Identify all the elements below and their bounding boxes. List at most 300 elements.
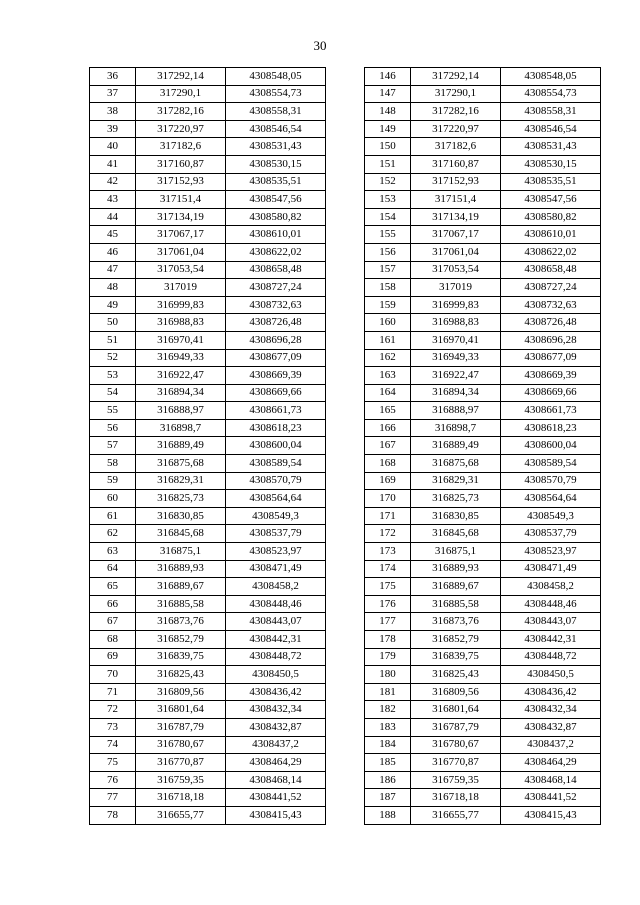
y-coordinate-cell: 4308436,42 <box>226 683 326 701</box>
point-number-cell: 167 <box>365 437 411 455</box>
point-number-cell: 43 <box>90 191 136 209</box>
table-row <box>90 402 326 420</box>
point-number-cell: 57 <box>90 437 136 455</box>
table-row <box>90 701 326 719</box>
table-row <box>90 138 326 156</box>
x-coordinate-cell: 316888,97 <box>136 402 226 420</box>
x-coordinate-cell: 317160,87 <box>411 155 501 173</box>
point-number-cell: 54 <box>90 384 136 402</box>
point-number-cell: 152 <box>365 173 411 191</box>
x-coordinate-cell: 316949,33 <box>411 349 501 367</box>
y-coordinate-cell: 4308600,04 <box>226 437 326 455</box>
point-number-cell: 51 <box>90 331 136 349</box>
x-coordinate-cell: 316885,58 <box>411 595 501 613</box>
table-row <box>365 349 601 367</box>
point-number-cell: 49 <box>90 296 136 314</box>
y-coordinate-cell: 4308523,97 <box>226 543 326 561</box>
table-row <box>365 613 601 631</box>
point-number-cell: 42 <box>90 173 136 191</box>
y-coordinate-cell: 4308677,09 <box>501 349 601 367</box>
x-coordinate-cell: 316829,31 <box>136 472 226 490</box>
y-coordinate-cell: 4308531,43 <box>501 138 601 156</box>
table-row <box>365 103 601 121</box>
point-number-cell: 60 <box>90 490 136 508</box>
point-number-cell: 78 <box>90 806 136 824</box>
y-coordinate-cell: 4308432,87 <box>501 718 601 736</box>
x-coordinate-cell: 316889,93 <box>411 560 501 578</box>
x-coordinate-cell: 317292,14 <box>136 68 226 86</box>
y-coordinate-cell: 4308658,48 <box>226 261 326 279</box>
y-coordinate-cell: 4308580,82 <box>226 208 326 226</box>
x-coordinate-cell: 316655,77 <box>136 806 226 824</box>
table-row <box>90 613 326 631</box>
point-number-cell: 177 <box>365 613 411 631</box>
y-coordinate-cell: 4308554,73 <box>226 85 326 103</box>
y-coordinate-cell: 4308570,79 <box>501 472 601 490</box>
point-number-cell: 69 <box>90 648 136 666</box>
table-row <box>90 261 326 279</box>
point-number-cell: 184 <box>365 736 411 754</box>
x-coordinate-cell: 317220,97 <box>411 120 501 138</box>
y-coordinate-cell: 4308415,43 <box>226 806 326 824</box>
x-coordinate-cell: 317134,19 <box>136 208 226 226</box>
x-coordinate-cell: 317282,16 <box>411 103 501 121</box>
table-row <box>365 578 601 596</box>
y-coordinate-cell: 4308610,01 <box>226 226 326 244</box>
page-number: 30 <box>313 38 327 53</box>
y-coordinate-cell: 4308530,15 <box>226 155 326 173</box>
point-number-cell: 37 <box>90 85 136 103</box>
x-coordinate-cell: 316988,83 <box>136 314 226 332</box>
x-coordinate-cell: 317061,04 <box>411 243 501 261</box>
y-coordinate-cell: 4308471,49 <box>501 560 601 578</box>
table-row <box>365 314 601 332</box>
y-coordinate-cell: 4308696,28 <box>226 331 326 349</box>
x-coordinate-cell: 316770,87 <box>136 754 226 772</box>
table-row <box>365 155 601 173</box>
y-coordinate-cell: 4308727,24 <box>501 279 601 297</box>
point-number-cell: 154 <box>365 208 411 226</box>
y-coordinate-cell: 4308618,23 <box>501 419 601 437</box>
y-coordinate-cell: 4308564,64 <box>501 490 601 508</box>
x-coordinate-cell: 316809,56 <box>136 683 226 701</box>
table-row <box>365 419 601 437</box>
point-number-cell: 173 <box>365 543 411 561</box>
table-row <box>365 701 601 719</box>
table-row <box>90 85 326 103</box>
y-coordinate-cell: 4308669,39 <box>501 367 601 385</box>
table-row <box>365 648 601 666</box>
y-coordinate-cell: 4308547,56 <box>501 191 601 209</box>
point-number-cell: 74 <box>90 736 136 754</box>
point-number-cell: 176 <box>365 595 411 613</box>
y-coordinate-cell: 4308558,31 <box>501 103 601 121</box>
y-coordinate-cell: 4308547,56 <box>226 191 326 209</box>
table-row <box>365 279 601 297</box>
x-coordinate-cell: 317061,04 <box>136 243 226 261</box>
table-row <box>90 578 326 596</box>
x-coordinate-cell: 316825,43 <box>136 666 226 684</box>
point-number-cell: 168 <box>365 455 411 473</box>
y-coordinate-cell: 4308564,64 <box>226 490 326 508</box>
x-coordinate-cell: 316999,83 <box>136 296 226 314</box>
x-coordinate-cell: 316787,79 <box>136 718 226 736</box>
x-coordinate-cell: 316780,67 <box>136 736 226 754</box>
table-row <box>365 718 601 736</box>
y-coordinate-cell: 4308443,07 <box>501 613 601 631</box>
point-number-cell: 151 <box>365 155 411 173</box>
table-row <box>365 789 601 807</box>
x-coordinate-cell: 316888,97 <box>411 402 501 420</box>
y-coordinate-cell: 4308677,09 <box>226 349 326 367</box>
point-number-cell: 156 <box>365 243 411 261</box>
table-row <box>365 507 601 525</box>
y-coordinate-cell: 4308661,73 <box>501 402 601 420</box>
point-number-cell: 58 <box>90 455 136 473</box>
y-coordinate-cell: 4308726,48 <box>501 314 601 332</box>
point-number-cell: 71 <box>90 683 136 701</box>
table-row <box>365 243 601 261</box>
table-row <box>365 543 601 561</box>
table-row <box>365 208 601 226</box>
y-coordinate-cell: 4308437,2 <box>501 736 601 754</box>
point-number-cell: 39 <box>90 120 136 138</box>
y-coordinate-cell: 4308458,2 <box>501 578 601 596</box>
x-coordinate-cell: 316875,1 <box>411 543 501 561</box>
y-coordinate-cell: 4308589,54 <box>501 455 601 473</box>
point-number-cell: 64 <box>90 560 136 578</box>
y-coordinate-cell: 4308537,79 <box>501 525 601 543</box>
x-coordinate-cell: 316875,68 <box>411 455 501 473</box>
x-coordinate-cell: 316839,75 <box>411 648 501 666</box>
x-coordinate-cell: 317134,19 <box>411 208 501 226</box>
point-number-cell: 149 <box>365 120 411 138</box>
x-coordinate-cell: 317220,97 <box>136 120 226 138</box>
x-coordinate-cell: 316949,33 <box>136 349 226 367</box>
x-coordinate-cell: 316845,68 <box>136 525 226 543</box>
y-coordinate-cell: 4308549,3 <box>226 507 326 525</box>
y-coordinate-cell: 4308548,05 <box>501 68 601 86</box>
point-number-cell: 45 <box>90 226 136 244</box>
point-number-cell: 179 <box>365 648 411 666</box>
table-row <box>365 683 601 701</box>
y-coordinate-cell: 4308549,3 <box>501 507 601 525</box>
x-coordinate-cell: 317282,16 <box>136 103 226 121</box>
point-number-cell: 170 <box>365 490 411 508</box>
x-coordinate-cell: 316718,18 <box>411 789 501 807</box>
y-coordinate-cell: 4308441,52 <box>226 789 326 807</box>
y-coordinate-cell: 4308537,79 <box>226 525 326 543</box>
point-number-cell: 46 <box>90 243 136 261</box>
y-coordinate-cell: 4308622,02 <box>226 243 326 261</box>
table-row <box>90 754 326 772</box>
y-coordinate-cell: 4308523,97 <box>501 543 601 561</box>
table-row <box>365 191 601 209</box>
table-row <box>90 191 326 209</box>
y-coordinate-cell: 4308669,39 <box>226 367 326 385</box>
x-coordinate-cell: 317019 <box>411 279 501 297</box>
y-coordinate-cell: 4308535,51 <box>226 173 326 191</box>
point-number-cell: 73 <box>90 718 136 736</box>
x-coordinate-cell: 316988,83 <box>411 314 501 332</box>
x-coordinate-cell: 316852,79 <box>136 631 226 649</box>
point-number-cell: 75 <box>90 754 136 772</box>
x-coordinate-cell: 316894,34 <box>411 384 501 402</box>
point-number-cell: 146 <box>365 68 411 86</box>
y-coordinate-cell: 4308442,31 <box>501 631 601 649</box>
table-row <box>365 367 601 385</box>
table-row <box>90 208 326 226</box>
table-row <box>90 314 326 332</box>
x-coordinate-cell: 316875,68 <box>136 455 226 473</box>
point-number-cell: 171 <box>365 507 411 525</box>
table-row <box>90 507 326 525</box>
x-coordinate-cell: 316780,67 <box>411 736 501 754</box>
table-row <box>365 331 601 349</box>
x-coordinate-cell: 316809,56 <box>411 683 501 701</box>
point-number-cell: 72 <box>90 701 136 719</box>
table-row <box>365 402 601 420</box>
table-row <box>365 455 601 473</box>
point-number-cell: 174 <box>365 560 411 578</box>
x-coordinate-cell: 316889,49 <box>136 437 226 455</box>
x-coordinate-cell: 317160,87 <box>136 155 226 173</box>
table-row <box>90 155 326 173</box>
x-coordinate-cell: 316873,76 <box>411 613 501 631</box>
x-coordinate-cell: 317290,1 <box>411 85 501 103</box>
table-row <box>90 560 326 578</box>
table-row <box>365 806 601 824</box>
y-coordinate-cell: 4308448,46 <box>501 595 601 613</box>
x-coordinate-cell: 316718,18 <box>136 789 226 807</box>
point-number-cell: 160 <box>365 314 411 332</box>
point-number-cell: 178 <box>365 631 411 649</box>
table-row <box>90 718 326 736</box>
y-coordinate-cell: 4308458,2 <box>226 578 326 596</box>
table-row <box>90 472 326 490</box>
y-coordinate-cell: 4308443,07 <box>226 613 326 631</box>
y-coordinate-cell: 4308661,73 <box>226 402 326 420</box>
table-row <box>365 754 601 772</box>
x-coordinate-cell: 317067,17 <box>411 226 501 244</box>
x-coordinate-cell: 317292,14 <box>411 68 501 86</box>
point-number-cell: 48 <box>90 279 136 297</box>
table-row <box>90 525 326 543</box>
table-row <box>90 736 326 754</box>
point-number-cell: 77 <box>90 789 136 807</box>
y-coordinate-cell: 4308436,42 <box>501 683 601 701</box>
table-row <box>90 279 326 297</box>
x-coordinate-cell: 316830,85 <box>136 507 226 525</box>
table-row <box>90 367 326 385</box>
x-coordinate-cell: 316922,47 <box>136 367 226 385</box>
table-row <box>90 419 326 437</box>
point-number-cell: 155 <box>365 226 411 244</box>
table-row <box>365 490 601 508</box>
table-row <box>365 226 601 244</box>
point-number-cell: 59 <box>90 472 136 490</box>
point-number-cell: 163 <box>365 367 411 385</box>
table-row <box>365 437 601 455</box>
table-row <box>90 648 326 666</box>
point-number-cell: 52 <box>90 349 136 367</box>
x-coordinate-cell: 316825,43 <box>411 666 501 684</box>
y-coordinate-cell: 4308610,01 <box>501 226 601 244</box>
y-coordinate-cell: 4308441,52 <box>501 789 601 807</box>
table-row <box>90 437 326 455</box>
y-coordinate-cell: 4308448,72 <box>226 648 326 666</box>
table-row <box>365 525 601 543</box>
table-row <box>90 173 326 191</box>
table-row <box>90 226 326 244</box>
point-number-cell: 67 <box>90 613 136 631</box>
table-row <box>90 595 326 613</box>
x-coordinate-cell: 317152,93 <box>136 173 226 191</box>
x-coordinate-cell: 317053,54 <box>136 261 226 279</box>
table-row <box>90 349 326 367</box>
x-coordinate-cell: 317182,6 <box>136 138 226 156</box>
y-coordinate-cell: 4308696,28 <box>501 331 601 349</box>
point-number-cell: 162 <box>365 349 411 367</box>
table-row <box>90 789 326 807</box>
table-row <box>90 103 326 121</box>
y-coordinate-cell: 4308530,15 <box>501 155 601 173</box>
x-coordinate-cell: 317067,17 <box>136 226 226 244</box>
point-number-cell: 66 <box>90 595 136 613</box>
y-coordinate-cell: 4308600,04 <box>501 437 601 455</box>
x-coordinate-cell: 317151,4 <box>136 191 226 209</box>
table-row <box>365 736 601 754</box>
x-coordinate-cell: 316885,58 <box>136 595 226 613</box>
table-row <box>365 384 601 402</box>
point-number-cell: 61 <box>90 507 136 525</box>
x-coordinate-cell: 316825,73 <box>411 490 501 508</box>
y-coordinate-cell: 4308580,82 <box>501 208 601 226</box>
table-row <box>90 296 326 314</box>
x-coordinate-cell: 316922,47 <box>411 367 501 385</box>
point-number-cell: 50 <box>90 314 136 332</box>
y-coordinate-cell: 4308546,54 <box>501 120 601 138</box>
point-number-cell: 148 <box>365 103 411 121</box>
x-coordinate-cell: 316655,77 <box>411 806 501 824</box>
table-row <box>90 331 326 349</box>
coordinates-table-left <box>89 67 326 825</box>
point-number-cell: 62 <box>90 525 136 543</box>
x-coordinate-cell: 316801,64 <box>136 701 226 719</box>
table-row <box>365 771 601 789</box>
table-row <box>90 806 326 824</box>
point-number-cell: 157 <box>365 261 411 279</box>
table-row <box>365 261 601 279</box>
point-number-cell: 36 <box>90 68 136 86</box>
table-row <box>365 296 601 314</box>
x-coordinate-cell: 316889,67 <box>411 578 501 596</box>
x-coordinate-cell: 317019 <box>136 279 226 297</box>
point-number-cell: 63 <box>90 543 136 561</box>
y-coordinate-cell: 4308450,5 <box>501 666 601 684</box>
x-coordinate-cell: 316839,75 <box>136 648 226 666</box>
y-coordinate-cell: 4308658,48 <box>501 261 601 279</box>
x-coordinate-cell: 317151,4 <box>411 191 501 209</box>
coordinates-table-right <box>364 67 601 825</box>
x-coordinate-cell: 316894,34 <box>136 384 226 402</box>
x-coordinate-cell: 316889,67 <box>136 578 226 596</box>
point-number-cell: 70 <box>90 666 136 684</box>
table-row <box>365 138 601 156</box>
x-coordinate-cell: 316770,87 <box>411 754 501 772</box>
point-number-cell: 147 <box>365 85 411 103</box>
y-coordinate-cell: 4308464,29 <box>501 754 601 772</box>
point-number-cell: 164 <box>365 384 411 402</box>
table-row <box>365 472 601 490</box>
table-row <box>365 595 601 613</box>
point-number-cell: 165 <box>365 402 411 420</box>
x-coordinate-cell: 317182,6 <box>411 138 501 156</box>
y-coordinate-cell: 4308450,5 <box>226 666 326 684</box>
y-coordinate-cell: 4308415,43 <box>501 806 601 824</box>
table-row <box>365 560 601 578</box>
point-number-cell: 68 <box>90 631 136 649</box>
y-coordinate-cell: 4308669,66 <box>226 384 326 402</box>
table-row <box>90 631 326 649</box>
y-coordinate-cell: 4308589,54 <box>226 455 326 473</box>
table-row <box>90 120 326 138</box>
y-coordinate-cell: 4308669,66 <box>501 384 601 402</box>
y-coordinate-cell: 4308554,73 <box>501 85 601 103</box>
y-coordinate-cell: 4308468,14 <box>226 771 326 789</box>
x-coordinate-cell: 316970,41 <box>411 331 501 349</box>
y-coordinate-cell: 4308622,02 <box>501 243 601 261</box>
x-coordinate-cell: 316787,79 <box>411 718 501 736</box>
point-number-cell: 180 <box>365 666 411 684</box>
point-number-cell: 182 <box>365 701 411 719</box>
x-coordinate-cell: 316830,85 <box>411 507 501 525</box>
x-coordinate-cell: 316845,68 <box>411 525 501 543</box>
y-coordinate-cell: 4308432,87 <box>226 718 326 736</box>
table-row <box>90 771 326 789</box>
point-number-cell: 65 <box>90 578 136 596</box>
point-number-cell: 186 <box>365 771 411 789</box>
y-coordinate-cell: 4308531,43 <box>226 138 326 156</box>
point-number-cell: 158 <box>365 279 411 297</box>
point-number-cell: 183 <box>365 718 411 736</box>
y-coordinate-cell: 4308732,63 <box>501 296 601 314</box>
point-number-cell: 175 <box>365 578 411 596</box>
point-number-cell: 161 <box>365 331 411 349</box>
y-coordinate-cell: 4308535,51 <box>501 173 601 191</box>
x-coordinate-cell: 316759,35 <box>136 771 226 789</box>
point-number-cell: 44 <box>90 208 136 226</box>
point-number-cell: 169 <box>365 472 411 490</box>
point-number-cell: 153 <box>365 191 411 209</box>
table-row <box>90 384 326 402</box>
y-coordinate-cell: 4308432,34 <box>226 701 326 719</box>
y-coordinate-cell: 4308546,54 <box>226 120 326 138</box>
point-number-cell: 56 <box>90 419 136 437</box>
point-number-cell: 53 <box>90 367 136 385</box>
table-row <box>365 173 601 191</box>
y-coordinate-cell: 4308442,31 <box>226 631 326 649</box>
x-coordinate-cell: 316898,7 <box>411 419 501 437</box>
y-coordinate-cell: 4308618,23 <box>226 419 326 437</box>
x-coordinate-cell: 316970,41 <box>136 331 226 349</box>
y-coordinate-cell: 4308448,46 <box>226 595 326 613</box>
x-coordinate-cell: 316759,35 <box>411 771 501 789</box>
table-row <box>365 631 601 649</box>
x-coordinate-cell: 316852,79 <box>411 631 501 649</box>
y-coordinate-cell: 4308548,05 <box>226 68 326 86</box>
point-number-cell: 188 <box>365 806 411 824</box>
